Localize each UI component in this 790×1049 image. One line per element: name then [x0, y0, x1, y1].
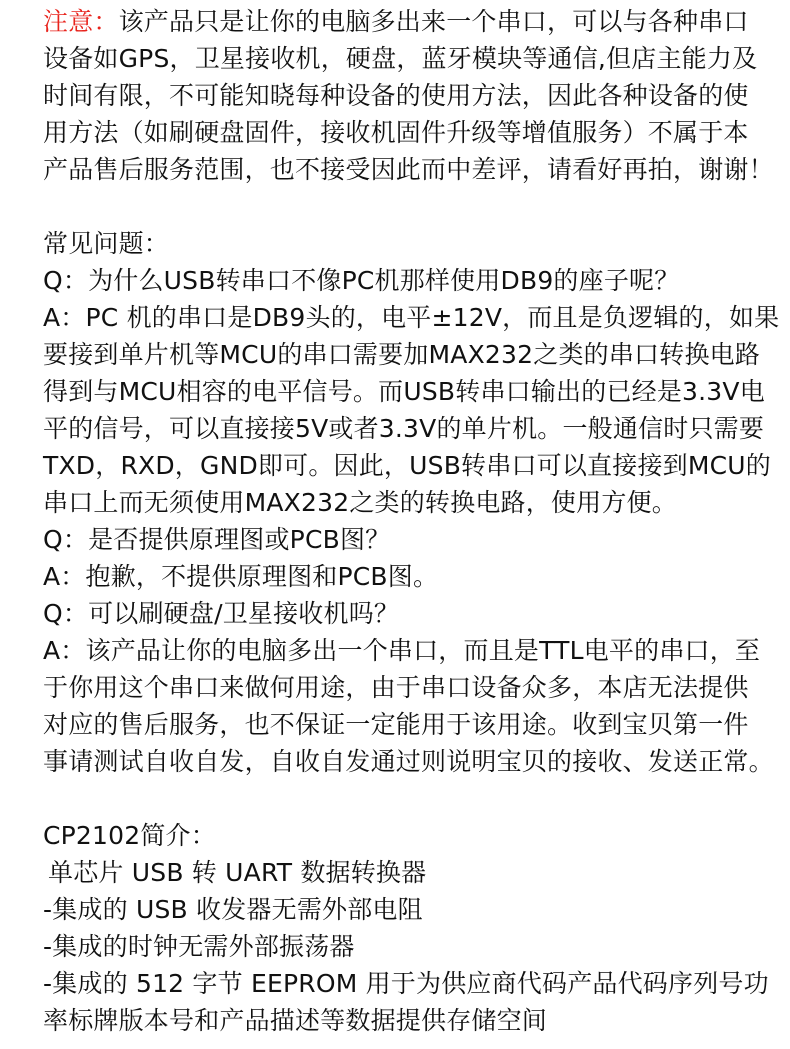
cp2102-section	[43, 817, 773, 1039]
faq-line: 于你用这个串口来做何用途，由于串口设备众多，本店无法提供	[43, 673, 749, 702]
notice-line	[43, 3, 773, 40]
faq-line: A：该产品让你的电脑多出一个串口，而且是TTL电平的串口，至	[43, 636, 761, 665]
faq-line: 得到与MCU相容的电平信号。而USB转串口输出的已经是3.3V电	[43, 377, 765, 406]
cp2102-feature: -集成的 512 字节 EEPROM 用于为供应商代码产品代码序列号功	[43, 969, 769, 998]
notice-section	[43, 3, 773, 188]
notice-line: 设备如GPS，卫星接收机，硬盘，蓝牙模块等通信,但店主能力及	[43, 44, 758, 73]
faq-line: 对应的售后服务，也不保证一定能用于该用途。收到宝贝第一件	[43, 710, 749, 739]
faq-line: A：PC 机的串口是DB9头的，电平±12V，而且是负逻辑的，如果	[43, 303, 780, 332]
notice-line: 时间有限，不可能知晓每种设备的使用方法，因此各种设备的使	[43, 81, 749, 110]
cp2102-heading: CP2102简介：	[43, 821, 216, 850]
faq-line: 串口上而无须使用MAX232之类的转换电路，使用方便。	[43, 488, 677, 517]
faq-line: Q：可以刷硬盘/卫星接收机吗？	[43, 599, 400, 628]
faq-line: TXD，RXD，GND即可。因此，USB转串口可以直接接到MCU的	[43, 451, 771, 480]
notice-line: 用方法（如刷硬盘固件，接收机固件升级等增值服务）不属于本	[43, 118, 749, 147]
cp2102-feature: -集成的时钟无需外部振荡器	[43, 932, 355, 961]
faq-line: Q：为什么USB转串口不像PC机那样使用DB9的座子呢？	[43, 266, 680, 295]
notice-line: 产品售后服务范围，也不接受因此而中差评，请看好再拍，谢谢！	[43, 155, 774, 184]
paragraph-spacer	[43, 188, 773, 225]
cp2102-feature: -集成的 USB 收发器无需外部电阻	[43, 895, 423, 924]
cp2102-feature: 率标牌版本号和产品描述等数据提供存储空间	[43, 1006, 548, 1035]
notice-label: 注意：	[43, 7, 119, 36]
faq-line: 平的信号，可以直接接5V或者3.3V的单片机。一般通信时只需要	[43, 414, 765, 443]
faq-line: 要接到单片机等MCU的串口需要加MAX232之类的串口转换电路	[43, 340, 761, 369]
faq-heading: 常见问题：	[43, 229, 170, 258]
faq-line: Q：是否提供原理图或PCB图？	[43, 525, 391, 554]
faq-line: A：抱歉，不提供原理图和PCB图。	[43, 562, 439, 591]
faq-line: 事请测试自收自发，自收自发通过则说明宝贝的接收、发送正常。	[43, 747, 774, 776]
faq-section	[43, 225, 780, 780]
document-body	[43, 3, 780, 1039]
notice-text: 该产品只是让你的电脑多出来一个串口，可以与各种串口	[118, 7, 749, 36]
paragraph-spacer	[43, 780, 773, 817]
cp2102-feature: 单芯片 USB 转 UART 数据转换器	[48, 858, 427, 887]
